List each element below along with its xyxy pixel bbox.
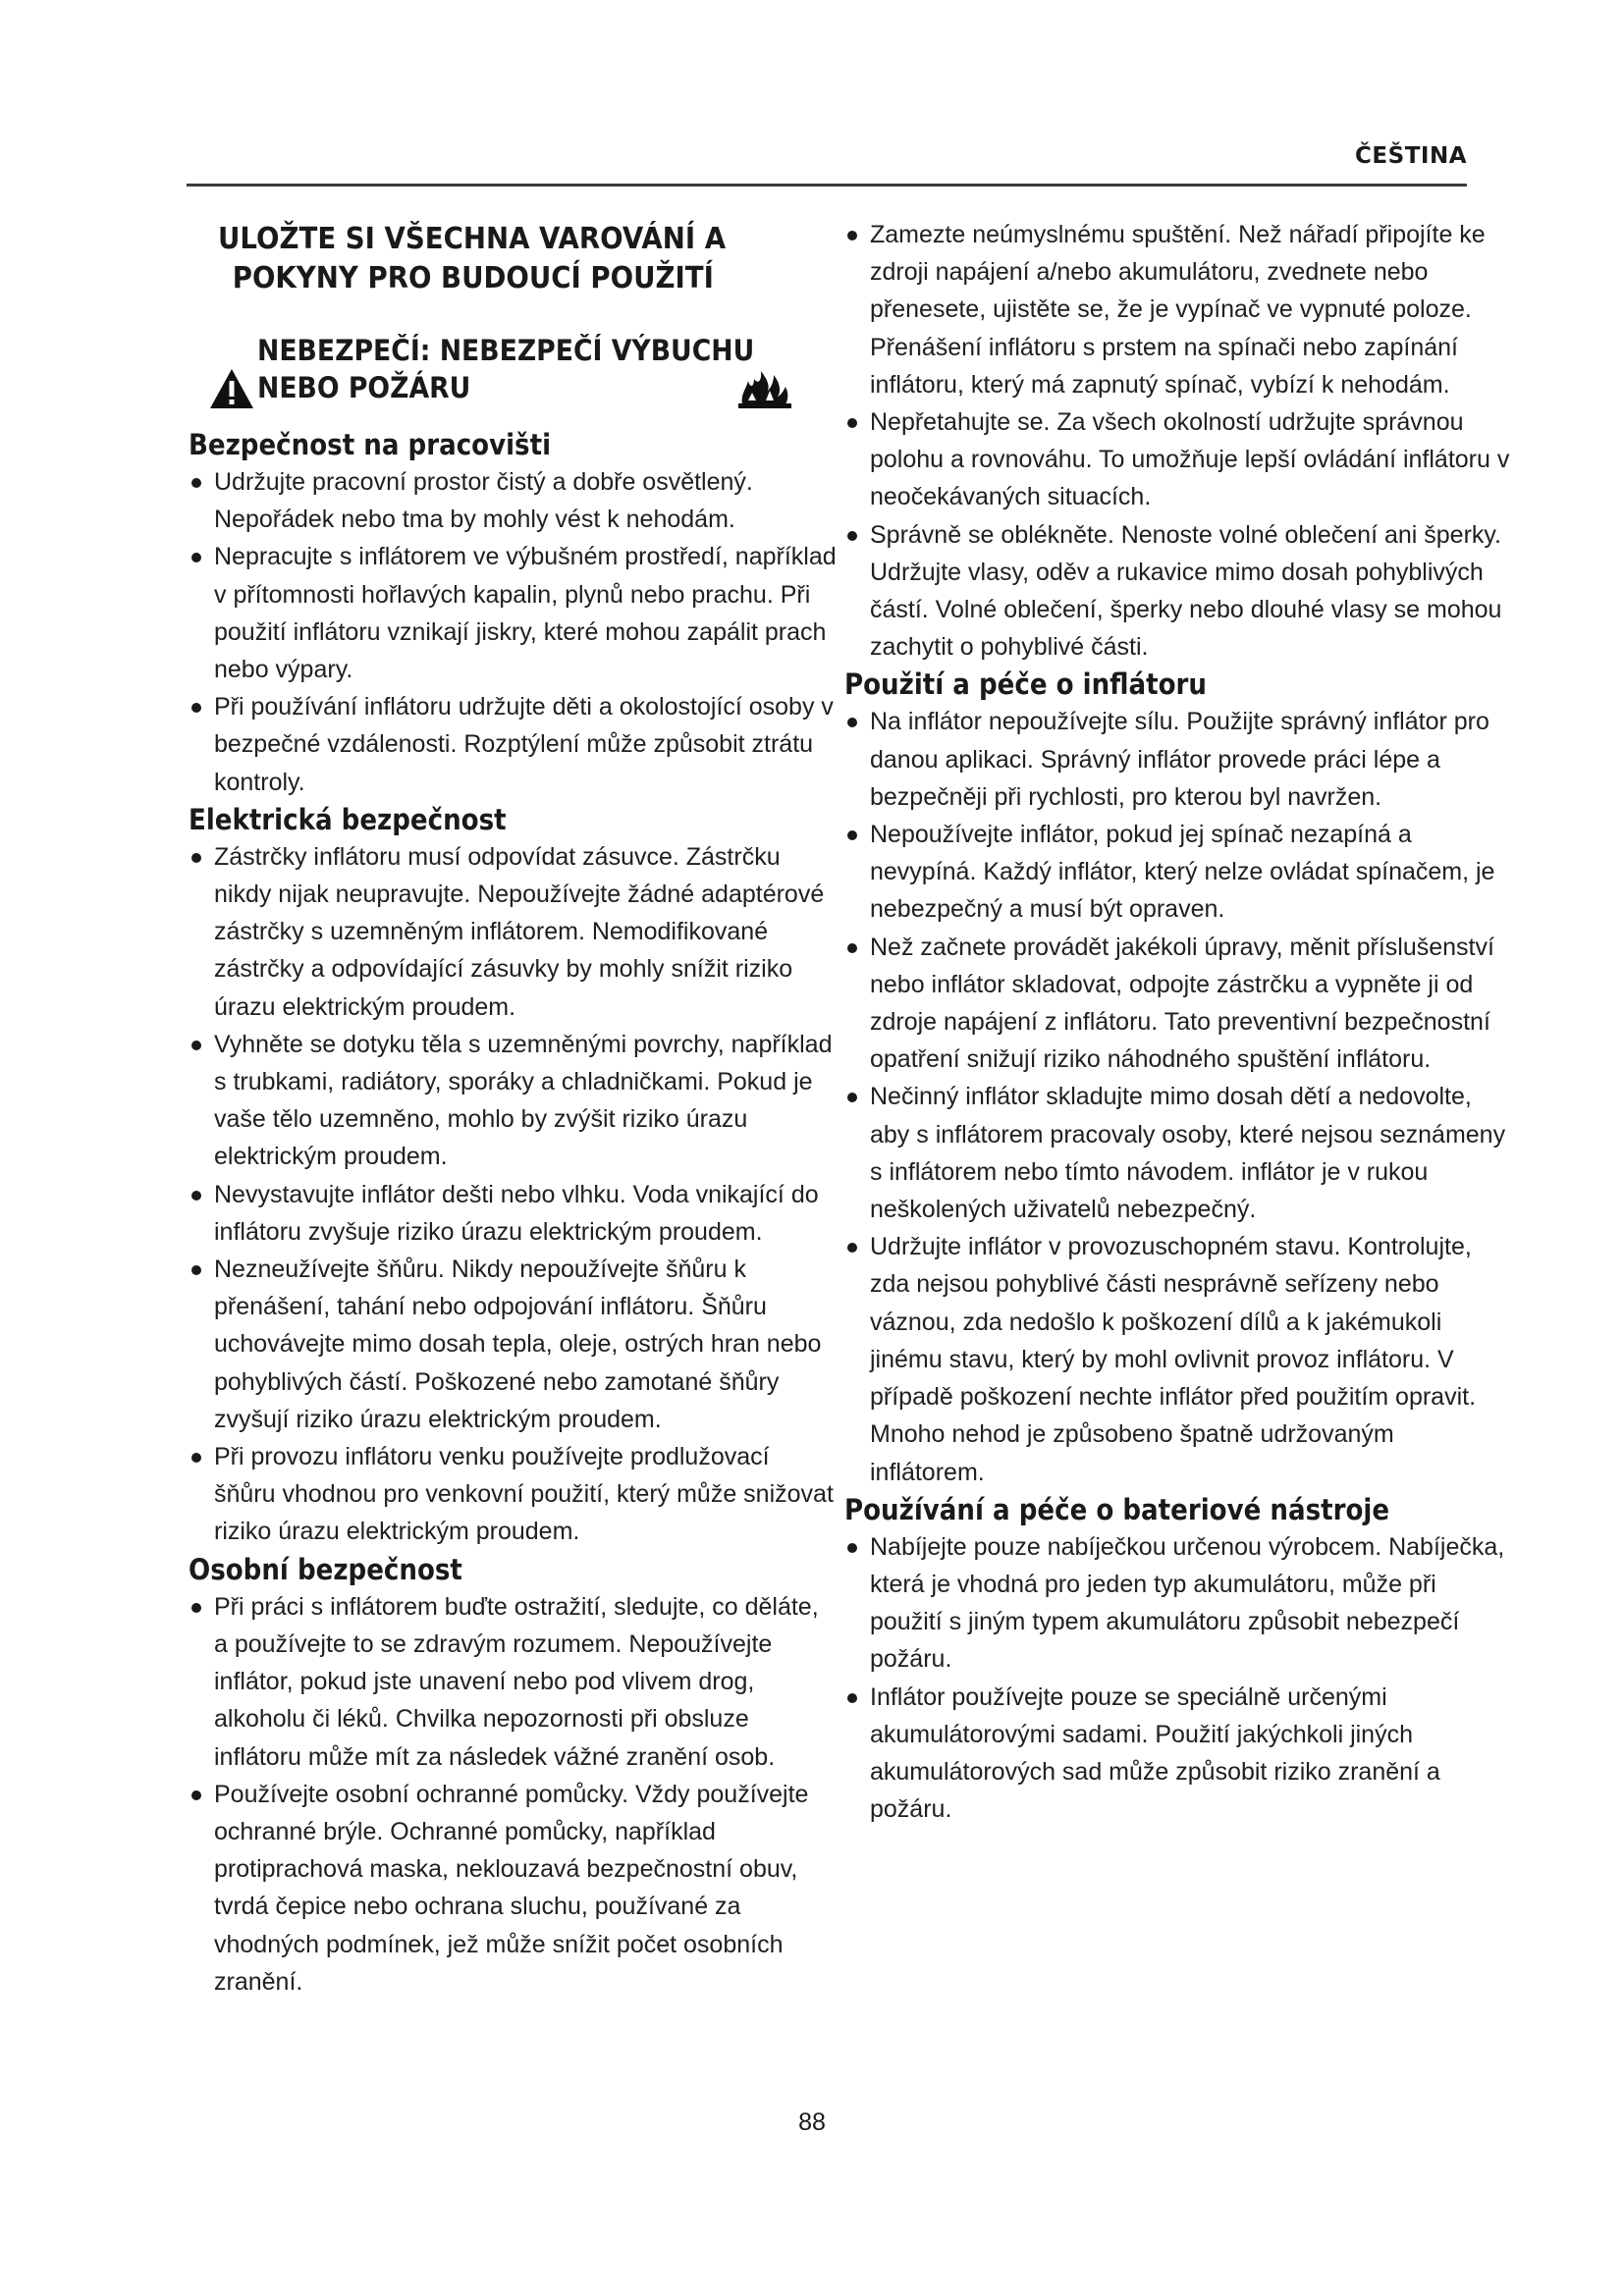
bullet-list bbox=[189, 463, 837, 801]
list-item: Než začnete provádět jakékoli úpravy, měnit příslušenství nebo inflátor skladovat, odpojte zástrčku a vypněte ji od zdroje napájení z inflátoru. Tato preventivní bezpečnostní opatření snižují riziko náhodného spuštění inflátoru. bbox=[844, 929, 1512, 1079]
list-item: Při práci s inflátorem buďte ostražití, sledujte, co děláte, a používejte to se zdravým rozumem. Nepoužívejte inflátor, pokud jste unavení nebo pod vlivem drog, alkoholu či léků. Chvilka nepozornosti při obsluze inflátoru může mít za následek vážné zranění osob. bbox=[189, 1588, 837, 1776]
list-item: Nečinný inflátor skladujte mimo dosah dětí a nedovolte, aby s inflátorem pracovaly osoby, které nejsou seznámeny s inflátorem nebo tímto návodem. inflátor je v rukou neškolených uživatelů nebezpečný. bbox=[844, 1078, 1512, 1228]
list-item: Při provozu inflátoru venku používejte prodlužovací šňůru vhodnou pro venkovní použití, který může snižovat riziko úrazu elektrickým proudem. bbox=[189, 1438, 837, 1551]
list-item: Používejte osobní ochranné pomůcky. Vždy používejte ochranné brýle. Ochranné pomůcky, například protiprachová maska, neklouzavá bezpečnostní obuv, tvrdá čepice nebo ochrana sluchu, používané za vhodných podmínek, jež může snížit počet osobních zranění. bbox=[189, 1776, 837, 2001]
right-column bbox=[844, 216, 1512, 1828]
section-tool-use-care bbox=[844, 666, 1512, 1490]
left-column bbox=[189, 216, 837, 2001]
main-title bbox=[218, 220, 787, 298]
list-item: Na inflátor nepoužívejte sílu. Použijte správný inflátor pro danou aplikaci. Správný inflátor provede práci lépe a bezpečněji při rychlosti, pro kterou byl navržen. bbox=[844, 703, 1512, 816]
section-personal-safety bbox=[189, 1551, 837, 2001]
fire-hazard-icon bbox=[734, 361, 795, 410]
language-label: ČEŠTINA bbox=[1355, 143, 1467, 169]
list-item: Zamezte neúmyslnému spuštění. Než nářadí připojíte ke zdroji napájení a/nebo akumulátoru, zvednete nebo přenesete, ujistěte se, že je vypínač ve vypnuté poloze. Přenášení inflátoru s prstem na spínači nebo zapínání inflátoru, který má zapnutý spínač, vybízí k nehodám. bbox=[844, 216, 1512, 403]
list-item: Při používání inflátoru udržujte děti a okolostojící osoby v bezpečné vzdálenosti. Rozptýlení může způsobit ztrátu kontroly. bbox=[189, 688, 837, 801]
list-item: Udržujte pracovní prostor čistý a dobře osvětlený. Nepořádek nebo tma by mohly vést k nehodám. bbox=[189, 463, 837, 538]
page-number: 88 bbox=[798, 2109, 826, 2136]
list-item: Nepoužívejte inflátor, pokud jej spínač nezapíná a nevypíná. Každý inflátor, který nelze ovládat spínačem, je nebezpečný a musí být opraven. bbox=[844, 816, 1512, 929]
list-item: Nepracujte s inflátorem ve výbušném prostředí, například v přítomnosti hořlavých kapalin, plynů nebo prachu. Při použití inflátoru vznikají jiskry, které mohou zapálit prach nebo výpary. bbox=[189, 538, 837, 688]
section-workplace-safety bbox=[189, 426, 837, 801]
danger-heading-line-2: NEBO POŽÁRU bbox=[257, 371, 471, 404]
danger-notice bbox=[189, 332, 837, 416]
bullet-list bbox=[844, 216, 1512, 666]
list-item: Zástrčky inflátoru musí odpovídat zásuvce. Zástrčku nikdy nijak neupravujte. Nepoužívejte žádné adaptérové zástrčky s uzemněným inflátorem. Nemodifikované zástrčky a odpovídající zásuvky by mohly snížit riziko úrazu elektrickým proudem. bbox=[189, 838, 837, 1026]
section-heading: Elektrická bezpečnost bbox=[189, 802, 507, 836]
warning-triangle-icon bbox=[208, 367, 255, 410]
section-heading: Osobní bezpečnost bbox=[189, 1552, 462, 1586]
header-rule bbox=[187, 184, 1467, 187]
bullet-list bbox=[844, 703, 1512, 1490]
main-title-line-1: ULOŽTE SI VŠECHNA VAROVÁNÍ A bbox=[218, 222, 727, 256]
danger-heading bbox=[257, 332, 754, 406]
list-item: Nezneužívejte šňůru. Nikdy nepoužívejte šňůru k přenášení, tahání nebo odpojování inflátoru. Šňůru uchovávejte mimo dosah tepla, oleje, ostrých hran nebo pohyblivých částí. Poškozené nebo zamotané šňůry zvyšují riziko úrazu elektrickým proudem. bbox=[189, 1251, 837, 1438]
list-item: Správně se oblékněte. Nenoste volné oblečení ani šperky. Udržujte vlasy, oděv a rukavice mimo dosah pohyblivých částí. Volné oblečení, šperky nebo dlouhé vlasy se mohou zachytit o pohyblivé části. bbox=[844, 516, 1512, 667]
danger-heading-line-1: NEBEZPEČÍ: NEBEZPEČÍ VÝBUCHU bbox=[257, 334, 755, 367]
bullet-list bbox=[189, 1588, 837, 2001]
list-item: Nevystavujte inflátor dešti nebo vlhku. Voda vnikající do inflátoru zvyšuje riziko úrazu elektrickým proudem. bbox=[189, 1176, 837, 1251]
bullet-list bbox=[189, 838, 837, 1551]
section-heading: Používání a péče o bateriové nástroje bbox=[844, 1492, 1390, 1526]
list-item: Inflátor používejte pouze se speciálně určenými akumulátorovými sadami. Použití jakýchkoli jiných akumulátorových sad může způsobit riziko zranění a požáru. bbox=[844, 1679, 1512, 1829]
section-heading: Použití a péče o inflátoru bbox=[844, 667, 1207, 702]
section-electrical-safety bbox=[189, 801, 837, 1551]
list-item: Nepřetahujte se. Za všech okolností udržujte správnou polohu a rovnováhu. To umožňuje lepší ovládání inflátoru v neočekávaných situacích. bbox=[844, 403, 1512, 516]
section-heading: Bezpečnost na pracovišti bbox=[189, 428, 552, 461]
list-item: Vyhněte se dotyku těla s uzemněnými povrchy, například s trubkami, radiátory, sporáky a chladničkami. Pokud je vaše tělo uzemněno, mohlo by zvýšit riziko úrazu elektrickým proudem. bbox=[189, 1026, 837, 1176]
main-title-line-2: POKYNY PRO BUDOUCÍ POUŽITÍ bbox=[232, 261, 714, 295]
section-battery-tool-care bbox=[844, 1491, 1512, 1829]
bullet-list bbox=[844, 1528, 1512, 1829]
list-item: Udržujte inflátor v provozuschopném stavu. Kontrolujte, zda nejsou pohyblivé části nesprávně seřízeny nebo váznou, zda nedošlo k poškození dílů a k jakémukoli jinému stavu, který by mohl ovlivnit provoz inflátoru. V případě poškození nechte inflátor před použitím opravit. Mnoho nehod je způsobeno špatně udržovaným inflátorem. bbox=[844, 1228, 1512, 1490]
list-item: Nabíjejte pouze nabíječkou určenou výrobcem. Nabíječka, která je vhodná pro jeden typ akumulátoru, může při použití s jiným typem akumulátoru způsobit nebezpečí požáru. bbox=[844, 1528, 1512, 1679]
